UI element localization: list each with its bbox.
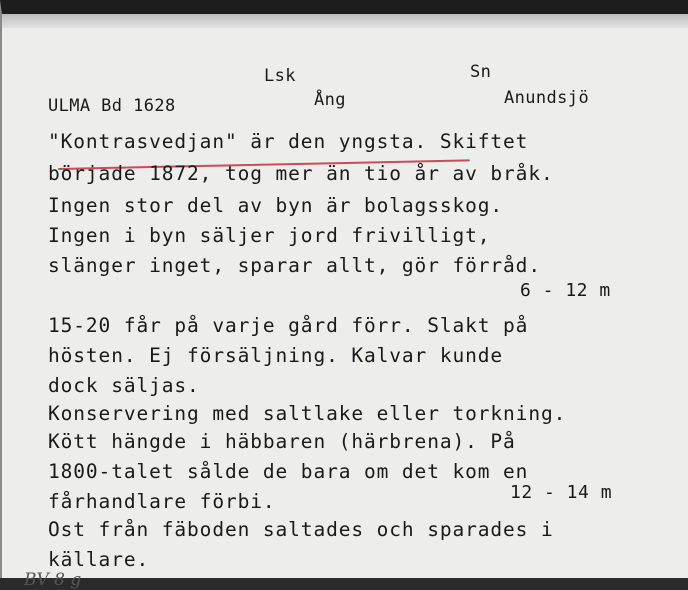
header-archive-ref: ULMA Bd 1628 <box>48 96 176 116</box>
text-line: började 1872, tog mer än tio år av bråk. <box>48 162 554 185</box>
range-marker: 12 - 14 m <box>510 482 613 503</box>
text-line: "Kontrasvedjan" är den yngsta. Skiftet <box>48 130 529 153</box>
text-line: hösten. Ej försäljning. Kalvar kunde <box>48 344 504 367</box>
text-line: dock säljas. <box>48 374 200 397</box>
text-line: fårhandlare förbi. <box>48 490 276 513</box>
header-parish-abbr: Lsk <box>264 66 296 86</box>
text-line: Konservering med saltlake eller torkning. <box>48 402 567 425</box>
text-line: Kött hängde i häbbaren (härbrena). På <box>48 430 516 453</box>
range-marker: 6 - 12 m <box>520 280 611 301</box>
text-line: Ingen stor del av byn är bolagsskog. <box>48 194 504 217</box>
header-parish: Anundsjö <box>504 88 590 108</box>
text-line: källare. <box>48 548 150 571</box>
handwritten-margin-note: BV 8 g <box>24 570 82 590</box>
header-district-label: Sn <box>470 62 492 82</box>
header-landscape: Ång <box>314 90 346 110</box>
text-line: slänger inget, sparar allt, gör förråd. <box>48 254 541 277</box>
text-line: Ingen i byn säljer jord frivilligt, <box>48 224 491 247</box>
text-line: 1800-talet sålde de bara om det kom en <box>48 460 529 483</box>
text-line: Ost från fäboden saltades och sparades i <box>48 518 554 541</box>
text-line: 15-20 får på varje gård förr. Slakt på <box>48 314 529 337</box>
